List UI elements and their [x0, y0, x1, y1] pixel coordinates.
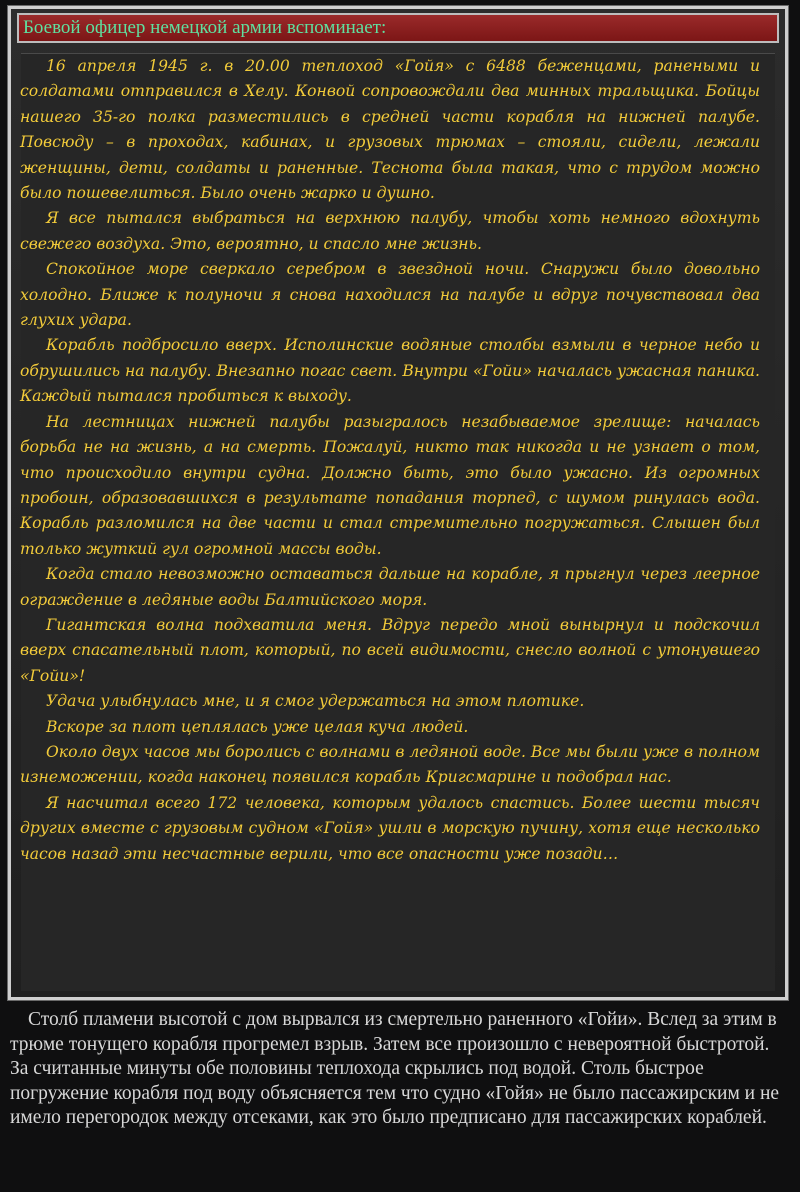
caption-text: Столб пламени высотой с дом вырвался из смертельно раненного «Гойи». Вслед за этим в трюме тонущего корабля прогремел взрыв. Затем все произошло с невероятной быстротой. За считанные минуты обе половины теплохода скрылись под водой. Столь быстрое погружение корабля под воду объясняется тем что судно «Гойя» не было пассажирским и не имело перегородок между отсеками, как это было предписано для пассажирских кораблей. [10, 1009, 780, 1128]
memoir-paragraph: Гигантская волна подхватила меня. Вдруг передо мной вынырнул и подскочил вверх спасательный плот, который, по всей видимости, снесло волной с утонувшего «Гойи»! [20, 615, 760, 685]
memoir-paragraph: Около двух часов мы боролись с волнами в ледяной воде. Все мы были уже в полном изнеможении, когда наконец появился корабль Кригсмарине и подобрал нас. [20, 742, 760, 787]
memoir-text [20, 54, 760, 867]
memoir-paragraph: 16 апреля 1945 г. в 20.00 теплоход «Гойя» с 6488 беженцами, ранеными и солдатами отправился в Хелу. Конвой сопровождали два минных тральщика. Бойцы нашего 35-го полка разместились в средней части корабля на нижней палубе. Повсюду – в проходах, кабинах, и грузовых трюмах – стояли, сидели, лежали женщины, дети, солдаты и раненные. Теснота была такая, что с трудом можно было пошевелиться. Было очень жарко и душно. [20, 57, 760, 203]
memoir-paragraph: Я все пытался выбраться на верхнюю палубу, чтобы хоть немного вдохнуть свежего воздуха. Это, вероятно, и спасло мне жизнь. [20, 209, 760, 253]
caption-block [10, 1008, 790, 1131]
memoir-paragraph: Удача улыбнулась мне, и я смог удержаться на этом плотике. [46, 692, 585, 711]
memoir-paragraph: Корабль подбросило вверх. Исполинские водяные столбы взмыли в черное небо и обрушились на палубу. Внезапно погас свет. Внутри «Гойи» началась ужасная паника. Каждый пытался пробиться к выходу. [20, 336, 760, 406]
header-title: Боевой офицер немецкой армии вспоминает: [23, 17, 387, 38]
memoir-paragraph: Когда стало невозможно оставаться дальше на корабле, я прыгнул через леерное ограждение в ледяные воды Балтийского моря. [20, 565, 760, 609]
memoir-paragraph: Вскоре за плот цеплялась уже целая куча людей. [46, 717, 469, 736]
memoir-paragraph: Я насчитал всего 172 человека, которым удалось спастись. Более шести тысяч других вместе с грузовым судном «Гойя» ушли в морскую пучину, хотя еще несколько часов назад эти несчастные верили, что все опасности уже позади… [20, 793, 760, 863]
memoir-paragraph: Спокойное море сверкало серебром в звездной ночи. Снаружи было довольно холодно. Ближе к полуночи я снова находился на палубе и вдруг почувствовал два глухих удара. [20, 260, 760, 330]
header-bar [17, 13, 779, 43]
memoir-paragraph: На лестницах нижней палубы разыгралось незабываемое зрелище: началась борьба не на жизнь, а на смерть. Пожалуй, никто так никогда и не узнает о том, что происходило внутри судна. Должно быть, это было ужасно. Из огромных пробоин, образовавшихся в результате попадания торпед, с шумом ринулась вода. Корабль разломился на две части и стал стремительно погружаться. Слышен был только жуткий гул огромной массы воды. [20, 412, 760, 558]
